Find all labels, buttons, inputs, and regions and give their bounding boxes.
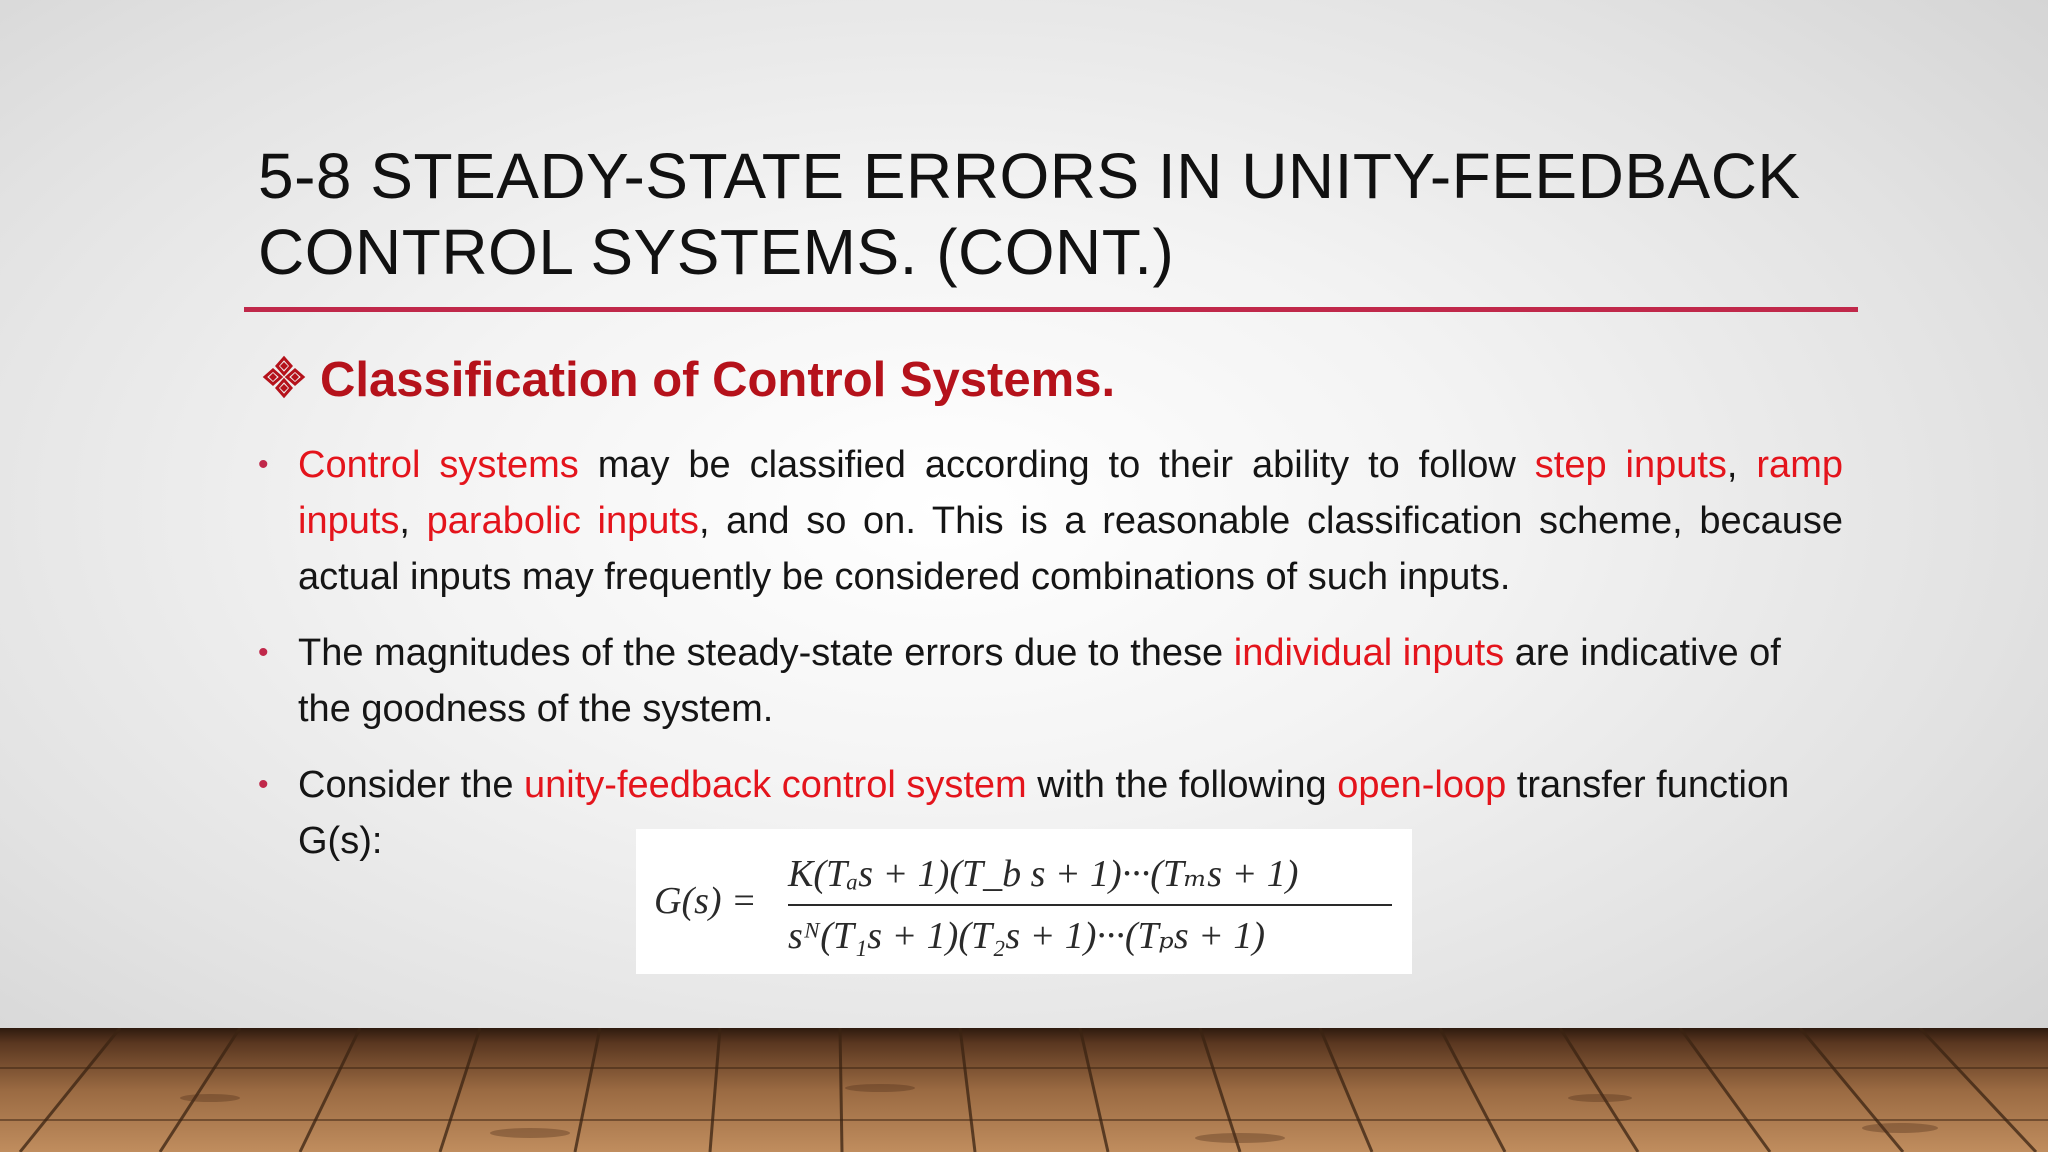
highlight-text: step inputs: [1534, 444, 1727, 486]
highlight-text: unity-feedback control system: [524, 764, 1027, 806]
section-heading: [262, 350, 1115, 413]
highlight-text: individual inputs: [1233, 632, 1505, 674]
four-diamond-icon: [262, 353, 306, 413]
section-heading-text: Classification of Control Systems.: [320, 353, 1116, 407]
slide-title: 5-8 STEADY-STATE ERRORS IN UNITY-FEEDBACK CONTROL SYSTEMS. (CONT.): [258, 140, 1801, 288]
formula-lhs: G(s) =: [654, 880, 757, 922]
body-text: transfer function G(s):: [298, 764, 1790, 862]
body-text: Consider the: [298, 764, 525, 806]
formula-denominator: sᴺ(T₁s + 1)(T₂s + 1)···(Tₚs + 1): [788, 915, 1265, 957]
body-text: ,: [399, 500, 427, 542]
bullet-dot: •: [258, 636, 269, 669]
wood-floor-background: [0, 1028, 2048, 1152]
highlight-text: Control systems: [298, 444, 579, 486]
title-divider: [244, 307, 1858, 312]
highlight-text: parabolic inputs: [426, 500, 699, 542]
highlight-text: open-loop: [1337, 764, 1507, 806]
body-text: , and so on. This is a reasonable classification scheme, because actual inputs may frequently be considered combinations of such inputs.: [298, 500, 1843, 598]
bullet-item-magnitudes: [258, 625, 1843, 737]
bullet-item-classification: [258, 437, 1843, 605]
highlight-text: ramp inputs: [298, 444, 1843, 542]
bullet-list: [258, 437, 1843, 889]
formula-numerator: K(Tₐs + 1)(T_b s + 1)···(Tₘs + 1): [788, 853, 1299, 895]
body-text: The magnitudes of the steady-state errors due to these: [298, 632, 1234, 674]
body-text: with the following: [1026, 764, 1338, 806]
fraction-bar: [788, 904, 1392, 906]
bullet-dot: •: [258, 768, 269, 801]
transfer-function-formula: [636, 829, 1412, 974]
body-text: ,: [1726, 444, 1757, 486]
bullet-dot: •: [258, 448, 269, 481]
body-text: are indicative of the goodness of the system.: [298, 632, 1781, 730]
body-text: may be classified according to their ability to follow: [578, 444, 1535, 486]
